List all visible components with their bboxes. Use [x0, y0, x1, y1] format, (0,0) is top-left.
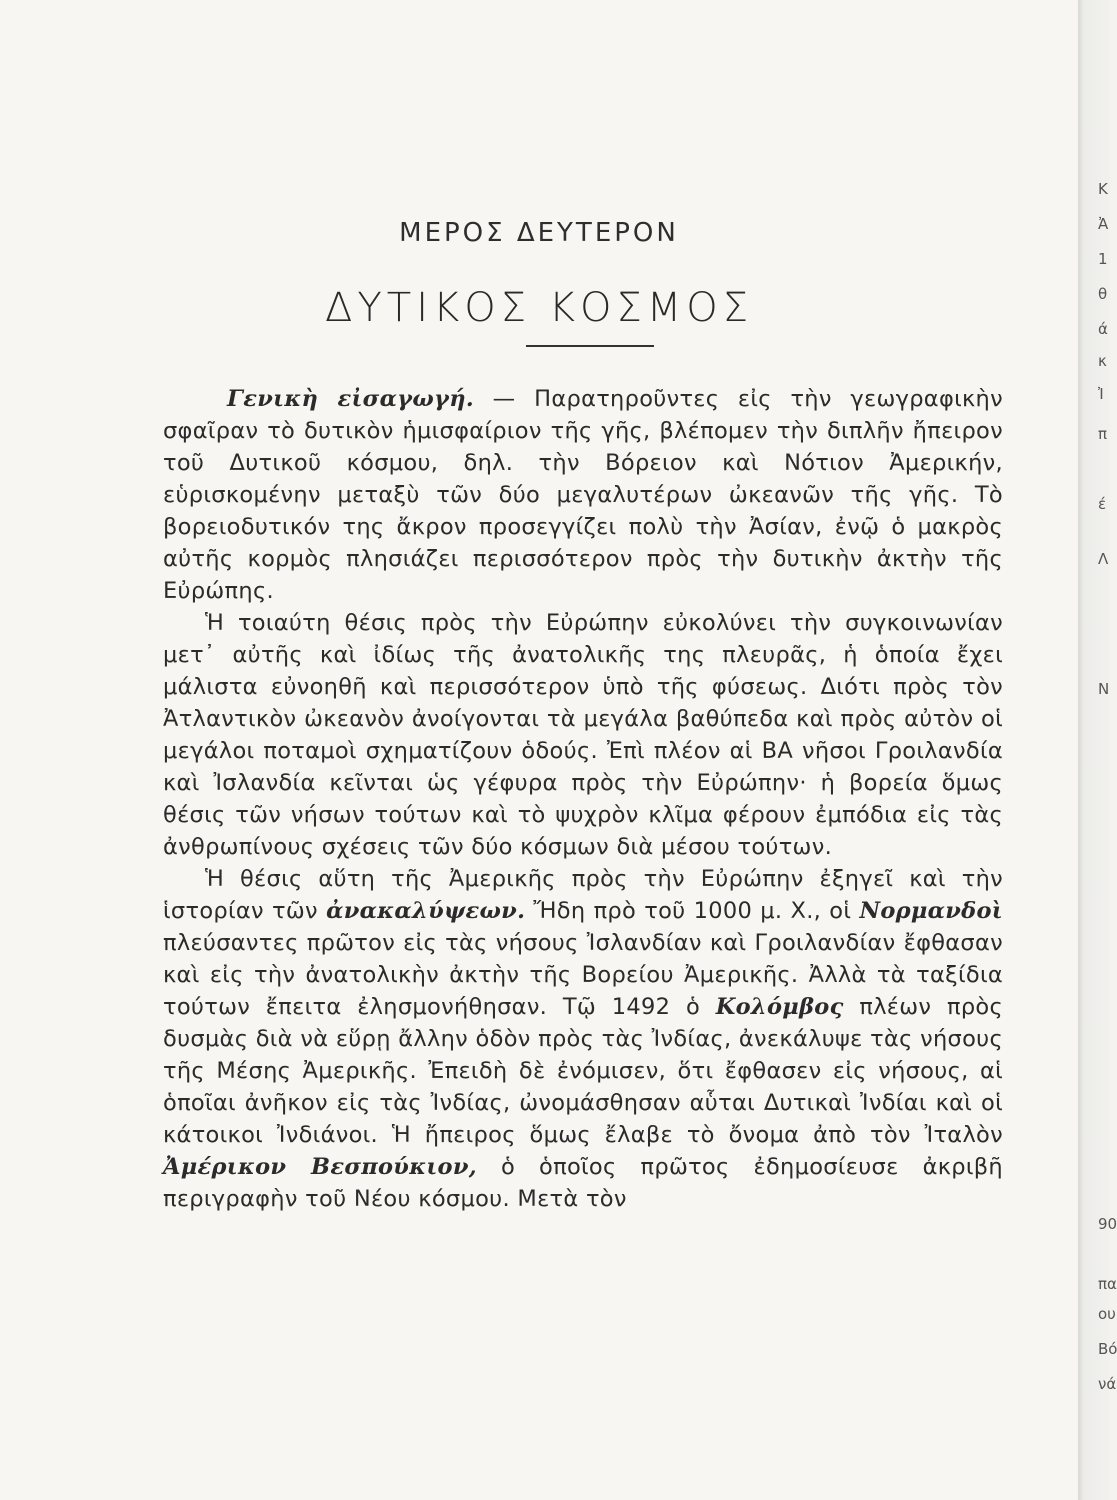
margin-char: θ: [1098, 285, 1108, 303]
history-text-c: πλεύσαντες πρῶτον εἰς τὰς νήσους Ἰσλανδίαν καὶ Γροιλανδίαν ἔφθασαν καὶ εἰς τὴν ἀνατολικὴν ἀκτὴν τῆς Βορείου Ἀμερικῆς. Ἀλλὰ τὰ ταξίδια τούτων ἔπειτα ἐλησμονήθησαν. Τῷ 1492 ὁ: [163, 930, 1003, 1020]
margin-char: Βό: [1098, 1340, 1117, 1358]
margin-char: 1: [1098, 250, 1108, 268]
history-text-d: πλέων πρὸς δυσμὰς διὰ νὰ εὕρῃ ἄλλην ὁδὸν πρὸς τὰς Ἰνδίας, ἀνεκάλυψε τὰς νήσους τῆς Μέσης Ἀμερικῆς. Ἐπειδὴ δὲ ἐνόμισεν, ὅτι ἔφθασεν εἰς νήσους, αἱ ὁποῖαι ἀνῆκον εἰς τὰς Ἰνδίας, ὠνομάσθησαν αὗται Δυτικαὶ Ἰνδίαι καὶ οἱ κάτοικοι Ἰνδιάνοι. Ἡ ἤπειρος ὅμως ἔλαβε τὸ ὄνομα ἀπὸ τὸν Ἰταλὸν: [163, 994, 1004, 1148]
margin-char: π: [1098, 425, 1108, 443]
title-divider: [526, 345, 654, 347]
margin-char: ά: [1098, 320, 1108, 338]
paragraph-intro-text: — Παρατηροῦντες εἰς τὴν γεωγραφικὴν σφαῖραν τὸ δυτικὸν ἡμισφαίριον τῆς γῆς, βλέπομεν τὴν διπλῆν ἤπειρον τοῦ Δυτικοῦ κόσμου, δηλ. τὴν Βόρειον καὶ Νότιον Ἀμερικήν, εὑρισκομένην μεταξὺ τῶν δύο μεγαλυτέρων ὠκεανῶν τῆς γῆς. Τὸ βορειοδυτικόν της ἄκρον προσεγγίζει πολὺ τὴν Ἀσίαν, ἐνῷ ὁ μακρὸς αὐτῆς κορμὸς πλησιάζει περισσότερον πρὸς τὴν δυτικὴν ἀκτὴν τῆς Εὐρώπης.: [163, 386, 1003, 604]
paragraph-position: Ἡ τοιαύτη θέσις πρὸς τὴν Εὐρώπην εὐκολύνει τὴν συγκοινωνίαν μετ᾽ αὐτῆς καὶ ἰδίως τῆς ἀνατολικῆς της πλευρᾶς, ἡ ὁποία ἔχει μάλιστα εὐνοηθῆ καὶ περισσότερον ὑπὸ τῆς φύσεως. Διότι πρὸς τὸν Ἀτλαντικὸν ὠκεανὸν ἀνοίγονται τὰ μεγάλα βαθύπεδα καὶ πρὸς αὐτὸν οἱ μεγάλοι ποταμοὶ σχηματίζουν ὁδούς. Ἐπὶ πλέον αἱ ΒΑ νῆσοι Γροιλανδία καὶ Ἰσλανδία κεῖνται ὡς γέφυρα πρὸς τὴν Εὐρώπην· ἡ βορεία ὅμως θέσις τῶν νήσων τούτων καὶ τὸ ψυχρὸν κλῖμα φέρουν ἐμπόδια εἰς τὰς ἀνθρωπίνους σχέσεις τῶν δύο κόσμων διὰ μέσου τούτων.: [163, 610, 1003, 860]
part-title: ΜΕΡΟΣ ΔΕΥΤΕΡΟΝ: [399, 218, 679, 248]
history-text-a: Ἡ θέσις αὕτη τῆς Ἀμερικῆς πρὸς τὴν Εὐρώπην ἐξηγεῖ καὶ τὴν ἱστορίαν τῶν: [163, 866, 1003, 924]
chapter-title: ΔΥΤΙΚΟΣ ΚΟΣΜΟΣ: [325, 285, 753, 331]
term-normans: Νορμανδοὶ: [859, 898, 1003, 924]
intro-label: Γενικὴ εἰσαγωγή.: [227, 386, 475, 412]
margin-char: ου: [1098, 1305, 1116, 1323]
body-text: [163, 383, 1003, 1215]
history-text-b: Ἤδη πρὸ τοῦ 1000 μ. Χ., οἱ: [525, 898, 860, 924]
margin-char: νά: [1098, 1375, 1117, 1393]
term-vespucci: Ἀμέρικον Βεσπούκιον,: [163, 1154, 477, 1180]
margin-char: Ν: [1098, 680, 1110, 698]
paragraph-history: [163, 863, 1003, 1215]
margin-char: 90: [1098, 1215, 1117, 1233]
margin-char: πα: [1098, 1275, 1117, 1293]
margin-char: Ἰ: [1098, 385, 1104, 403]
term-discoveries: ἀνακαλύψεων.: [326, 898, 526, 924]
margin-char: Λ: [1098, 550, 1109, 568]
margin-char: κ: [1098, 352, 1107, 370]
margin-char: έ: [1098, 495, 1107, 513]
history-text-e: ὁ ὁποῖος πρῶτος ἐδημοσίευσε ἀκριβῆ περιγραφὴν τοῦ Νέου κόσμου. Μετὰ τὸν: [163, 1154, 1003, 1212]
margin-char: Ἀ: [1098, 215, 1109, 233]
term-columbus: Κολόμβος: [715, 994, 844, 1020]
paragraph-intro: [163, 383, 1003, 607]
margin-char: Κ: [1098, 180, 1108, 198]
